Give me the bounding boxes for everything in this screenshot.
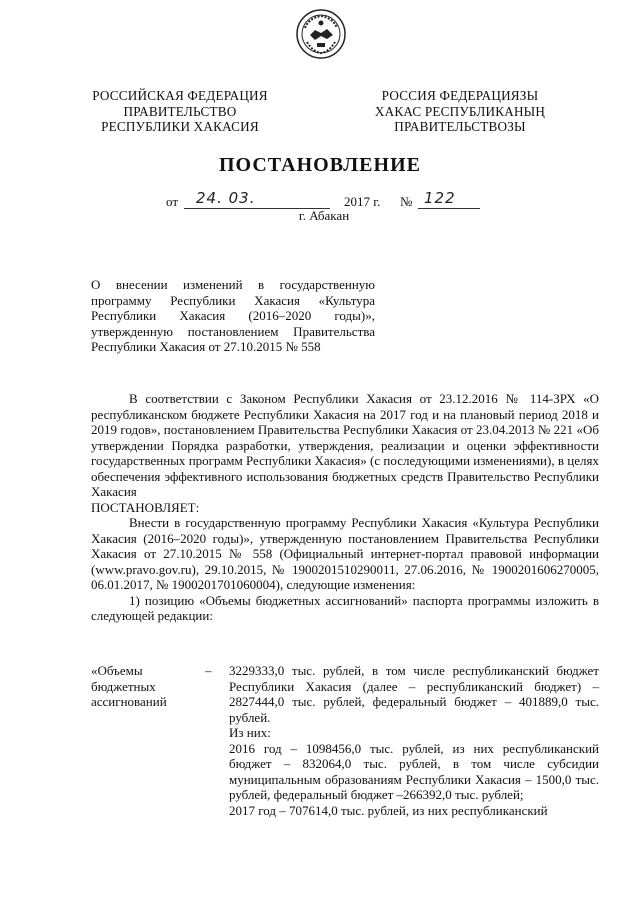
- document-subject: О внесении изменений в государственную программу Республики Хакасия «Культура Республики Хакасия (2016–2020 годы)», утвержденную постановлением Правительства Республики Хакасия от 27.10.2015 № 558: [91, 277, 375, 354]
- paragraph-1-decree: ПОСТАНОВЛЯЕТ:: [91, 499, 200, 515]
- budget-line-1: 3229333,0 тыс. рублей, в том числе республиканский бюджет Республики Хакасия (далее – республиканский бюджет) – 2827444,0 тыс. рублей, федеральный бюджет – 401889,0 тыс. рублей.: [229, 663, 599, 725]
- header-right-block: [360, 88, 560, 135]
- budget-text: [229, 663, 599, 818]
- date-prefix: от: [166, 194, 179, 209]
- budget-label: «Объемы бюджетных ассигнований: [91, 663, 167, 709]
- header-left-line-2: ПРАВИТЕЛЬСТВО: [123, 103, 237, 119]
- number-handwritten: 122: [424, 189, 456, 207]
- header-right-line-3: ПРАВИТЕЛЬСТВОЗЫ: [394, 119, 526, 134]
- document-title: ПОСТАНОВЛЕНИЕ: [219, 154, 421, 176]
- header-left-line-3: РЕСПУБЛИКИ ХАКАСИЯ: [101, 119, 259, 134]
- budget-dash: –: [205, 663, 212, 678]
- city: г. Абакан: [298, 208, 350, 223]
- paragraph-2: Внести в государственную программу Республики Хакасия «Культура Республики Хакасия (2016–2020 годы)», утвержденную постановлением Правительства Республики Хакасия от 27.10.2015 № 558 (Официальный интернет-портал правовой информации (www.pravo.gov.ru), 29.10.2015, № 1900201510290011, 27.06.2016, № 1900201606270005, 06.01.2017, № 1900201701060004), следующие изменения:: [91, 515, 599, 592]
- paragraph-3: 1) позицию «Объемы бюджетных ассигнований» паспорта программы изложить в следующей редакции:: [91, 592, 599, 623]
- budget-line-3: 2016 год – 1098456,0 тыс. рублей, из них республиканский бюджет – 832064,0 тыс. рублей, в том числе субсидии муниципальным образованиям Республики Хакасия – 1500,0 тыс. рублей, федеральный бюджет –266392,0 тыс. рублей;: [229, 740, 599, 802]
- budget-line-2: Из них:: [229, 725, 271, 740]
- budget-line-4: 2017 год – 707614,0 тыс. рублей, из них республиканский: [229, 802, 548, 818]
- header-left-block: [80, 88, 280, 135]
- paragraph-1: В соответствии с Законом Республики Хакасия от 23.12.2016 № 114-ЗРХ «О республиканском бюджете Республики Хакасия на 2017 год и на плановый период 2018 и 2019 годов», постановлением Правительства Республики Хакасия от 23.04.2013 № 221 «Об утверждении Порядка разработки, утверждения, реализации и оценки эффективности государственных программ Республики Хакасия» (с последующими изменениями), в целях обеспечения эффективного использования бюджетных средств Правительство Республики Хакасия: [91, 391, 599, 499]
- date-handwritten: 24. 03.: [196, 189, 256, 207]
- date-year: 2017 г.: [344, 194, 381, 209]
- number-sign: №: [400, 194, 413, 209]
- document-body: [91, 391, 599, 624]
- header-right-line-1: РОССИЯ ФЕДЕРАЦИЯЗЫ: [381, 88, 539, 103]
- coat-of-arms-emblem: [295, 8, 347, 60]
- header-right-line-2: ХАКАС РЕСПУБЛИКАНЫҢ: [374, 103, 546, 119]
- header-left-line-1: РОССИЙСКАЯ ФЕДЕРАЦИЯ: [92, 88, 268, 103]
